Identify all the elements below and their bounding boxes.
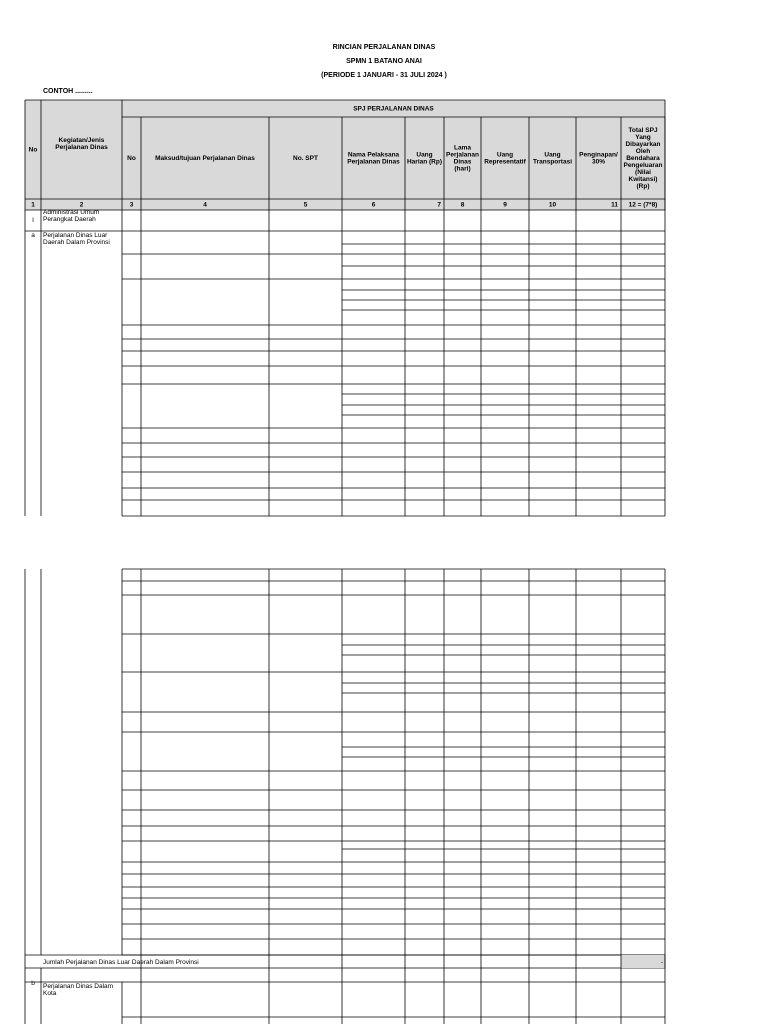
col-number-12: 12 = (7*8) (628, 201, 658, 209)
col-header-7: Uang Harian (Rp) (406, 151, 443, 166)
subsection-a-label: Perjalanan Dinas Luar Daerah Dalam Provinsi (43, 232, 110, 246)
school-name: SPMN 1 BATANO ANAI (346, 58, 422, 65)
subtotal-a-value: - (660, 959, 663, 966)
col-number-1: 1 (31, 201, 35, 209)
subsection-b-no: b (31, 980, 35, 987)
group-header: SPJ PERJALANAN DINAS (353, 105, 434, 113)
col-header-4: Maksud/tujuan Perjalanan Dinas (155, 155, 255, 162)
col-header-11: Penginapan/ 30% (579, 151, 618, 166)
col-number-8: 8 (460, 201, 465, 209)
col-header-kegiatan: Kegiatan/Jenis Perjalanan Dinas (55, 137, 108, 151)
document-title: RINCIAN PERJALANAN DINAS (332, 44, 436, 51)
col-number-11: 11 (611, 201, 618, 209)
col-header-3: No (127, 155, 136, 162)
col-header-5: No. SPT (293, 155, 318, 162)
col-header-6: Nama Pelaksana Perjalanan Dinas (347, 151, 400, 166)
col-number-6: 6 (371, 201, 376, 209)
section-i-no: I (32, 217, 34, 224)
subsection-b-label: Perjalanan Dinas Dalam Kota (43, 983, 114, 997)
example-label: CONTOH ......... (43, 88, 93, 95)
col-number-2: 2 (79, 201, 84, 209)
col-number-4: 4 (203, 201, 207, 209)
col-header-8: Lama Perjalanan Dinas (hari) (446, 144, 479, 173)
col-header-10: Uang Transportasi (532, 151, 573, 166)
col-number-5: 5 (303, 201, 308, 209)
subtotal-a-label: Jumlah Perjalanan Dinas Luar Daerah Dalam Provinsi (43, 959, 199, 966)
col-number-7: 7 (437, 201, 441, 209)
col-number-3: 3 (129, 201, 134, 209)
col-header-9: Uang Representatif (484, 151, 526, 166)
section-i-label: Administrasi Umum Perangkat Daerah (43, 209, 100, 223)
col-header-12: Total SPJ Yang Dibayarkan Oleh Bendahara Pengeluaran (Nilai Kwitansi) (Rp) (623, 127, 663, 190)
subtotal-value-cell (621, 955, 665, 968)
report-period: (PERIODE 1 JANUARI - 31 JULI 2024 ) (321, 72, 447, 79)
subsection-a-no: a (31, 232, 35, 239)
col-header-no: No (28, 146, 38, 154)
col-number-9: 9 (503, 201, 507, 209)
col-number-10: 10 (548, 201, 557, 209)
